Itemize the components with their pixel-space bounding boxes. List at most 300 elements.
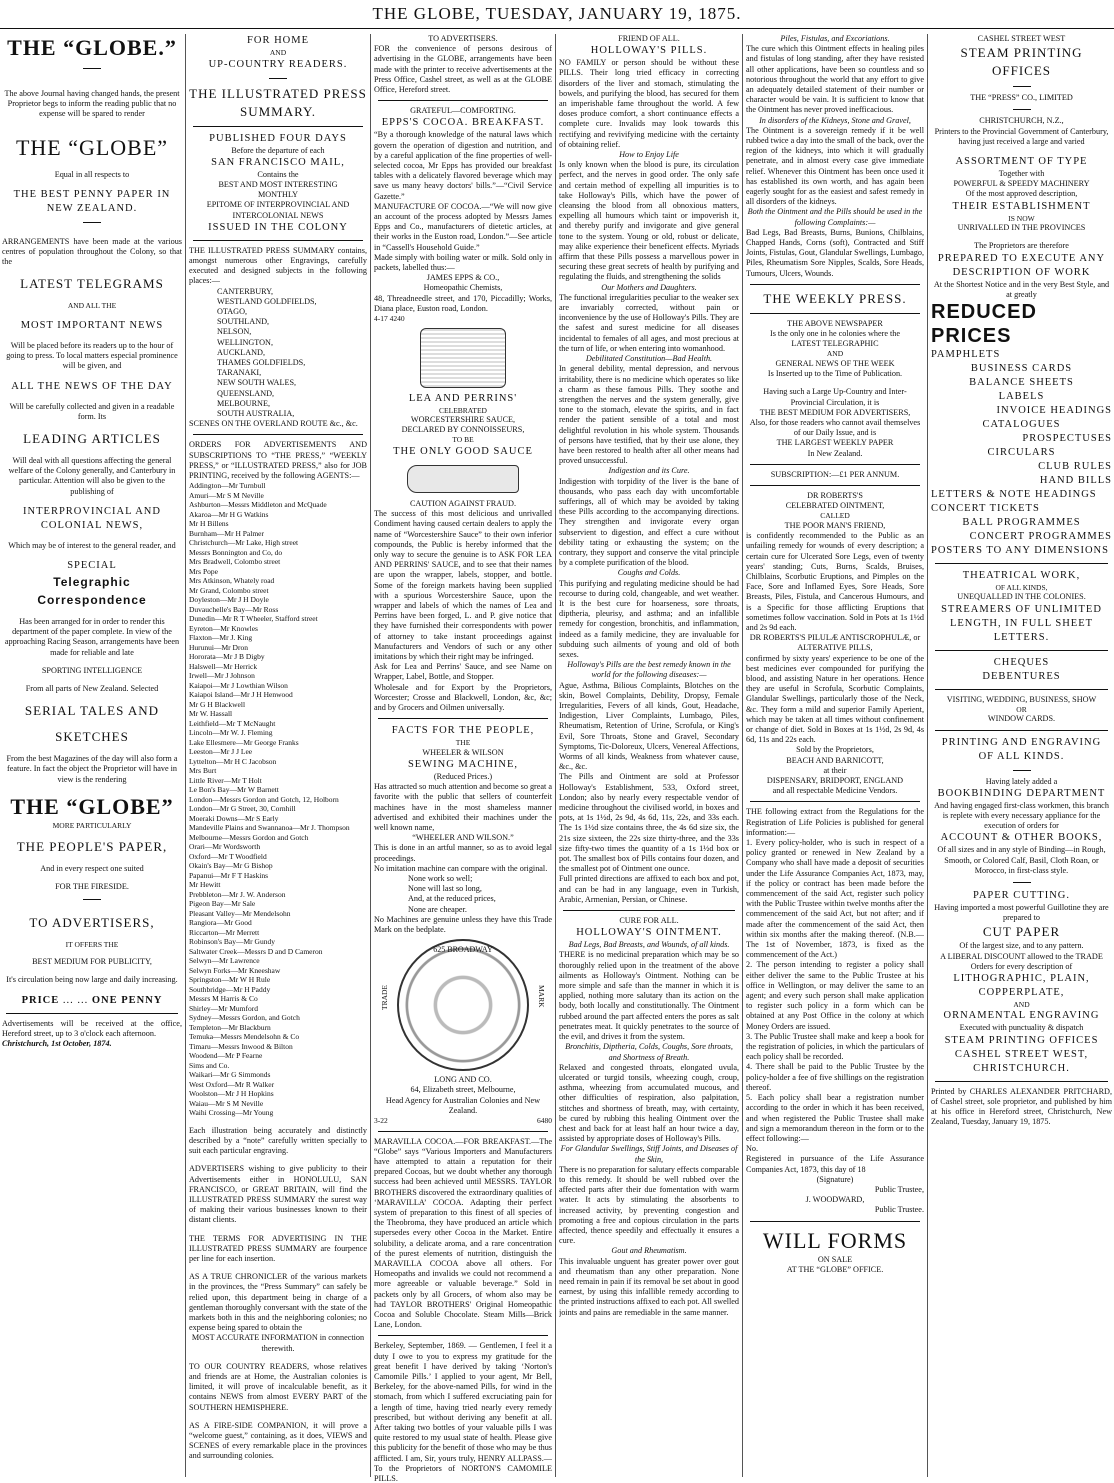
agent-item: Orari—Mr Wordsworth (189, 842, 261, 852)
agent-item: Waihi Crossing—Mr Young (189, 1108, 274, 1118)
agent-item: Mrs Burt (189, 766, 217, 776)
latest-telegraphic: LATEST TELEGRAPHIC (791, 339, 879, 349)
place-item: AUCKLAND, (217, 347, 265, 357)
gout: Gout and Rheumatism. (611, 1246, 687, 1256)
place-item: NEW SOUTH WALES, (217, 378, 297, 388)
agent-item: Amuri—Mr S M Neville (189, 490, 264, 500)
divider (1013, 86, 1031, 87)
agent-item: Waiau—Mr S M Neville (189, 1098, 264, 1108)
length: LENGTH, IN FULL SHEET (949, 617, 1094, 629)
service-item: CONCERT TICKETS (931, 502, 1040, 514)
both-heading: Both the Ointment and the Pills should be used in the following Complaints:— (747, 207, 923, 227)
agent-item: Mrs Atkinson, Whately road (189, 576, 275, 586)
agent-item: Rangiora—Mr Good (189, 918, 252, 928)
indigestion-body: Indigestion with torpidity of the liver is the bane of thousands, who pass each day with uncomfortable sufferings, all of which may be avoided by taking these Pills according to the accompanying directions. They strengthen and invigorate every organ subservient to digestion, and effect a cure without debility tating or exhausting the system; on the contrary, they support and conserve the vital principle by a complete purification of the blood. (559, 476, 739, 568)
only-good-sauce: THE ONLY GOOD SAUCE (393, 445, 533, 457)
divider (378, 718, 548, 719)
poor-man-body: is confidently recommended to the Public as an unfailing remedy for wounds of every description; a certain cure for Ulcerated Sore Legs, even of twenty years' standing; Cuts, Burns, Scalds, Bruises, Chilblains, Scorbutic Eruptions, and Pimples on the Face, Sore and Inflamed Eyes, Sore Heads, Sore Breasts, Piles, Fistula, and Cancerous Humours, and is a Specific for those afflicting Eruptions that sometimes follow vaccination. Sold in Pots at 1s 1½d and 2s 9d each. (746, 531, 924, 632)
collected-text: Will be carefully collected and given in a readable form. Its (9, 401, 175, 421)
woodward: J. WOODWARD, (805, 1195, 865, 1205)
agent-item: Templeton—Mr Blackburn (189, 1022, 271, 1032)
ad-code: 6480 (537, 1116, 552, 1126)
worcestershire: WORCESTERSHIRE SAUCE, (410, 415, 516, 425)
holloways-pills: HOLLOWAY'S PILLS. (590, 45, 708, 57)
agent-item: Akaroa—Mr H G Watkins (189, 509, 269, 519)
wheeler-wilson: WHEELER & WILSON (422, 747, 504, 757)
made-simply: Made simply with boiling water or milk. Sold only in packets, labelled thus:— (374, 252, 552, 273)
most-important: MOST IMPORTANT NEWS (20, 319, 164, 331)
from-all: From all parts of New Zealand. Selected (25, 683, 159, 693)
places-list (189, 287, 367, 420)
place-item: TARANAKI, (217, 368, 262, 378)
service-item: BUSINESS CARDS (970, 362, 1073, 374)
column-rule (185, 34, 186, 1477)
shortest-notice: At the Shortest Notice and in the very Best Style, and at greatly (933, 279, 1110, 299)
place-item: NELSON, (217, 327, 252, 337)
divider (935, 563, 1108, 564)
letters: LETTERS. (993, 631, 1050, 643)
ips-body: THE ILLUSTRATED PRESS SUMMARY contains, amongst numerous other Engravings, carefully executed and designed subjects in the following places:— (189, 245, 367, 286)
visiting: VISITING, WEDDING, BUSINESS, SHOW (946, 694, 1097, 704)
country-readers: TO OUR COUNTRY READERS, whose relatives and friends are at Home, the Australian colonies is limited, it will prove of incalculable benefit, as it contains NEWS from almost EVERY PART of the SOUTHERN HEMISPHERE. (189, 1361, 367, 1412)
reduced-prices: (Reduced Prices.) (433, 771, 493, 781)
description: DESCRIPTION OF WORK (952, 266, 1091, 278)
agent-item: Hurunui—Mr Dron (189, 642, 248, 652)
deal-text: Will deal with all questions affecting the general welfare of the Colony generally, and Canterbury in particular. Attention will also be given to the publishing of (8, 455, 176, 496)
to-advertisers-head: TO ADVERTISERS. (428, 34, 498, 43)
orders-for: Orders for every description of (970, 961, 1073, 971)
cut-paper: CUT PAPER (982, 924, 1061, 940)
cure-for-all: CURE FOR ALL. (619, 916, 679, 926)
up-country: UP-COUNTRY READERS. (208, 58, 348, 70)
agent-item: Irwell—Mr J Johnson (189, 671, 255, 681)
declared: DECLARED BY CONNOISSEURS, (401, 425, 525, 435)
globe-heading-2: THE “GLOBE” (10, 793, 174, 819)
engaged: And having engaged first-class workmen, this branch is replete with every necessary appliance for the execution of orders for (934, 800, 1109, 831)
glandular-body: There is no preparation for salutary effects comparable to this remedy. It should be well rubbed over the affected parts after their due fomentation with warm water. It acts by stimulating the absorbents to increased activity, by preventing congestion and promoting a free and copious circulation in the parts affected, thence speedily and effectually it ensures a cure. (559, 1164, 739, 1246)
assortment: ASSORTMENT OF TYPE (955, 156, 1088, 168)
friend-of-all: FRIEND OF ALL. (618, 34, 680, 43)
wholesale: Wholesale and for Export by the Proprietors, Worcester; Crosse and Blackwell, London, &c, &c; and by Grocers and Oilmen universally. (374, 682, 552, 713)
divider (1013, 882, 1031, 883)
place-item: OTAGO, (217, 306, 248, 316)
head-agency: Head Agency for Australian Colonies and New Zealand. (385, 1095, 541, 1115)
divider (378, 100, 548, 101)
long-co: LONG AND CO. (434, 1075, 492, 1085)
agent-item: Shirley—Mr Mumford (189, 1003, 258, 1013)
arrangements-text: ARRANGEMENTS have been made at the various centres of population throughout the Colony, so that the (2, 236, 182, 267)
ask-for: Ask for Lea and Perrins' Sauce, and see Name on Wrapper, Label, Bottle, and Stopper. (374, 662, 552, 682)
divider (935, 730, 1108, 731)
lithographic: LITHOGRAPHIC, PLAIN, (953, 972, 1090, 984)
printing-engraving: PRINTING AND ENGRAVING (941, 736, 1102, 748)
service-item: CLUB RULES (1038, 460, 1112, 472)
epitome: EPITOME OF INTERPROVINCIAL AND (206, 200, 350, 210)
bookbinding: BOOKBINDING DEPARTMENT (937, 787, 1106, 799)
regulation-1: 1. Every policy-holder, who is such in respect of a policy granted or renewed in New Zealand by a Company who shall have made a deposit of securities under the Life Assurance Companies Act, 1873, may, if the policy or contract has been made before the commencement of the said Act, register such policy with the Public Trustee within twelve months after the commencement of the said Act, but not after; and if made after the commencement of the said Act, then within six months after the making thereof. (N.B.—The 1st of November, 1873, is fixed as the commencement of the Act.) (746, 838, 924, 960)
diseases-list: Ague, Asthma, Bilious Complaints, Blotches on the skin, Bowel Complaints, Debility, Dropsy, Female Irregularities, Fevers of all kinds, Gout, Headache, Indigestion, Liver Complaints, Lumbago, Piles, Rheumatism, Retention of Urine, Scrofula, or King's Evil, Sore Throats, Stone and Gravel, Secondary Symptoms, Tic-Doloreux, Ulcers, Venereal Affections, Worms of all kinds, Weakness from whatever cause, &c., &c. (559, 680, 739, 772)
glandular: For Glandular Swellings, Stiff Joints, and Diseases of the Skin, (560, 1144, 738, 1164)
divider (378, 1335, 548, 1336)
all-news: ALL THE NEWS OF THE DAY (11, 380, 173, 392)
agent-item: Selwyn—Mr Lawrence (189, 956, 260, 966)
best-remedy: Holloway's Pills are the best remedy known in the world for the following diseases:— (567, 660, 731, 680)
no-imitation: No imitation machine can compare with the original. (374, 863, 548, 873)
mothers-daughters: Our Mothers and Daughters. (601, 282, 697, 292)
peoples-paper: THE PEOPLE'S PAPER, (16, 839, 168, 855)
window-cards: WINDOW CARDS. (987, 714, 1056, 724)
homeopathic: Homeopathic Chemists, (423, 283, 503, 293)
place-item: THAMES GOLDFIELDS, (217, 357, 306, 367)
agent-item: Springston—Mr W H Rule (189, 975, 271, 985)
unrivalled: UNRIVALLED IN THE PROVINCES (957, 223, 1086, 233)
christchurch: CHRISTCHURCH. (973, 1062, 1070, 1074)
convenience-text: FOR the convenience of persons desirous of advertising in the GLOBE, arrangements have been made with the printer to receive advertisements at the Press Office, Cashel street, as well as at the GLOBE Office, Hereford street. (374, 44, 552, 95)
agent-item: Papanui—Mr F T Haskins (189, 870, 269, 880)
ad-code: 3-22 (374, 1116, 388, 1126)
debilitated-body: In general debility, mental depression, and nervous irritability, there is no medicine which operates so like a charm as these famous Pills. They soothe and strengthen the nerves and the system generally, give tone to the stomach, elevate the spirits, and in fact render the patient sensible of a total and most delightful revolution in his whole system. Thousands of persons have testified, that by their use alone, they have been restored to health after all other means had proved unsuccessful. (559, 364, 739, 466)
agent-item: Kaiapoi Island—Mr J H Henwood (189, 690, 293, 700)
debilitated: Debilitated Constitution—Bad Health. (585, 354, 713, 364)
poem-list (374, 874, 552, 915)
column-rule (742, 34, 743, 1477)
maravilla-cocoa: MARAVILLA COCOA.—FOR BREAKFAST.—The “Globe” says “Various Importers and Manufacturers have attempted to attain a reputation for their prepared Cocoas, but we doubt whether any thorough success had been achieved until MESSRS. TAYLOR BROTHERS discovered the extraordinary qualities of ‘MARAVILLA’ COCOA. Adapting their perfect system of preparation to this finest of all species of the Theobroma, they have produced an article which supersedes every other Cocoa in the Market. Entire solubility, a delicate aroma, and a rare concentration of the purest elements of nutrition, distinguish the MARAVILLA COCOA above all others. For Homeopaths and invalids we could not recommend a more agreeable or valuable beverage.” Sold in packets only by all Grocers, of whom also may be had TAYLOR BROTHERS' Original Homeopathic Cocoa and Soluble Chocolate. Steam Mills—Brick Lane, London. (374, 1136, 552, 1330)
berkeley-letter: Berkeley, September, 1869. — Gentlemen, I feel it a duty I owe to you to express my gratitude for the great benefit I have derived by taking ‘Norton's Camomile Pills.’ I applied to your agent, Mr Bell, Berkeley, for the above-named Pills, for wind in the stomach, from which I suffered excruciating pain for a length of time, having tried nearly every remedy prescribed, but without deriving any benefit at all. After taking two bottles of your valuable pills I was quite restored to my usual state of health. Please give this publicity for the benefit of those who may be thus afflicted. I am, Sir, yours truly, HENRY ALLPASS.—To the Proprietors of NORTON'S CAMOMILE PILLS. (374, 1341, 552, 1483)
received-text: Advertisements will be received at the office, Hereford street, up to 3 o'clock each afternoon. (2, 1018, 182, 1038)
place-item: WESTLAND GOLDFIELDS, (217, 296, 317, 306)
agent-item: Lincoln—Mr W. J. Fleming (189, 728, 273, 738)
interprovincial: INTERPROVINCIAL AND COLONIAL NEWS, (23, 505, 161, 531)
magazines-text: From the best Magazines of the day will also form a feature. In fact the object the Proprietor will have in view is the rendering (6, 754, 178, 784)
piles-body: The cure which this Ointment effects in healing piles and fistulas of long standing, after they have resisted all other applications, have been so countless and so notorious throughout the world that any effort to give an adequately detailed statement of their number or character would be vain. It is sufficient to know that the Ointment has never proved inefficacious. (746, 44, 924, 115)
imprint: Printed by CHARLES ALEXANDER PRITCHARD, of Cashel street, sole proprietor, and published by him at his office in Hereford street, Christchurch, New Zealand, Tuesday, January 19, 1875. (931, 1086, 1112, 1127)
this-done: This is done in an artful manner, so as to avoid legal proceedings. (374, 843, 552, 863)
advertisers-wishing: ADVERTISERS wishing to give publicity to their Advertisements either in HONOLULU, SAN FRANCISCO, or GREAT BRITAIN, will find the ILLUSTRATED PRESS SUMMARY the surest way of making their various businesses known to their distant clients. (189, 1164, 367, 1225)
epps-address: 48, Threadneedle street, and 170, Piccadilly; Works, Diana place, Euston road, London. (374, 293, 552, 313)
agent-item: Sydney—Messrs Gordon, and Gotch (189, 1013, 300, 1023)
agent-item: Dunedin—Mr R T Wheeler, Stafford street (189, 614, 318, 624)
regulation-3: 3. The Public Trustee shall make and keep a book for the registration of policies, in which the particulars of each policy shall be recorded. (746, 1031, 924, 1062)
agent-item: Pleasant Valley—Mr Mendelsohn (189, 908, 291, 918)
proprietors: The Proprietors are therefore (974, 241, 1069, 251)
agent-item: Riccarton—Mr Merrett (189, 927, 260, 937)
agent-item: Messrs M Harris & Co (189, 994, 258, 1004)
largest-size: Of the largest size, and to any pattern. (959, 941, 1084, 951)
services-list (931, 348, 1112, 558)
divider (750, 1221, 920, 1222)
divider (750, 801, 920, 802)
wheeler-body: Has attracted so much attention and become so great a favorite with the public that sellers of counterfeit machines have in the most shameless manner advertised and exhibited their machines under the well known name, (374, 782, 552, 832)
place-item: CANTERBURY, (217, 286, 274, 296)
globe-title: THE “GLOBE.” (7, 35, 177, 60)
chronicler-text: AS A TRUE CHRONICLER of the various markets in the provinces, the “Press Summary” can safely be relied upon, this department being in charge of a gentleman thoroughly conversant with the state of the markets both in this and the neighboring colonies; no expense being spared to obtain the (189, 1272, 367, 1333)
on-sale: ON SALE (817, 1254, 853, 1264)
divider (1013, 109, 1031, 110)
divider (935, 650, 1108, 651)
pilulae: DR ROBERTS'S PILULÆ ANTISCROPHULÆ, or ALTERATIVE PILLS, (749, 633, 921, 653)
sf-mail: SAN FRANCISCO MAIL, (211, 156, 345, 168)
fireside-companion: AS A FIRE-SIDE COMPANION, it will prove a “welcome guest,” containing, as it does, VIEWS and SCENES of every remarkable place in the provinces and surrounding colonies. (189, 1420, 367, 1461)
executed: Executed with punctuality & dispatch (959, 1023, 1084, 1033)
reg-no: No. (746, 1144, 759, 1154)
epps-body: “By a thorough knowledge of the natural laws which govern the operation of digestion and nutrition, and by a careful application of the fine properties of well-selected cocoa, Mr Epps has provided our breakfast tables with a delicately flavored beverage which may save us many heavy doctors' bills.”—“Civil Service Gazette.” (374, 130, 552, 201)
holloways-ointment: HOLLOWAY'S OINTMENT. (576, 927, 722, 939)
agent-item: Mr H Billens (189, 519, 229, 529)
fireside: FOR THE FIRESIDE. (55, 882, 129, 892)
divider (378, 1131, 548, 1132)
prepared: PREPARED TO EXECUTE ANY (937, 252, 1106, 264)
divider (269, 78, 287, 79)
epps-cocoa: EPPS'S COCOA. BREAKFAST. (381, 117, 545, 129)
service-item: LETTERS & NOTE HEADINGS (931, 488, 1097, 500)
divider (193, 126, 363, 127)
binding-style: Of all sizes and in any style of Binding—in Rough, Smooth, or Colored Calf, Basil, Cloth Roan, or Morocco, in first-class style. (937, 845, 1106, 875)
indigestion: Indigestion and its Cure. (608, 466, 690, 476)
agent-item: Waikari—Mr G Simmonds (189, 1070, 271, 1080)
copperplate: COPPERPLATE, (978, 986, 1065, 998)
service-item: POSTERS TO ANY DIMENSIONS (931, 544, 1109, 556)
poem-line: None work so well; (408, 873, 473, 883)
every-respect: And in every respect one suited (40, 864, 144, 874)
monthly: MONTHLY (257, 190, 299, 200)
and-text: AND (826, 349, 844, 359)
pills-sold: The Pills and Ointment are sold at Professor Holloway's Establishment, 533, Oxford street, London; also by nearly every respectable vendor of medicine throughout the civilised world, in boxes and pots, at 1s 1½d, 2s 9d, 4s 6d, 11s, 22s, and 33s each. The 1s 1½d size contains three, the 4s 6d size six, the 21s size sixteen, the 22s size thirty-three, and the 33s size fifty-two times the quantity of a 1s 1½d box or pot. The smallest box of Pills contains four dozen, and the smallest pot of Ointment one ounce. (559, 772, 739, 874)
placed-text: Will be placed before its readers up to the hour of going to press. To local matters especial prominence will be given, and (6, 340, 178, 371)
column-6 (931, 34, 1112, 1483)
divider (83, 899, 101, 900)
agent-item: Mr Grand, Colombo street (189, 585, 269, 595)
service-item: CONCERT PROGRAMMES (969, 530, 1112, 542)
printers-text: Printers to the Provincial Government of Canterbury, having just received a large and varied (934, 126, 1109, 146)
to-advertisers: TO ADVERTISERS, (29, 914, 155, 930)
sketches: SKETCHES (55, 729, 129, 745)
public-trustee-2: Public Trustee. (874, 1205, 924, 1215)
agents-list (189, 481, 367, 1118)
column-rule (927, 34, 928, 1477)
paper-cutting: PAPER CUTTING. (972, 889, 1071, 901)
agent-item: Doyleston—Mr J H Doyle (189, 595, 269, 605)
agent-item: Mr Hewitt (189, 880, 221, 890)
caution-body: The success of this most delicious and unrivalled Condiment having caused certain dealers to apply the name of “Worcestershire Sauce” to their own inferior compounds, the Public is hereby informed that the only way to secure the genuine is to ASK FOR LEA AND PERRINS' SAUCE, and to see that their names are upon the wrapper, labels, stopper, and bottle. Some of the foreign markets having been supplied with a spurious Worcestershire Sauce, upon the wrapper and labels of which the names of Lea and Perrins have been forged, L. and P. give notice that they have furnished their correspondents with power of attorney to take instant proceedings against Manufacturers and Vendors of such or any other imitations by which their right may be infringed. (374, 509, 552, 662)
signature: (Signature) (816, 1174, 854, 1184)
special: SPECIAL (67, 559, 117, 571)
divider (563, 910, 735, 911)
scenes: SCENES ON THE OVERLAND ROUTE &c., &c. (189, 419, 358, 429)
or-text: OR (1016, 704, 1027, 714)
dispensary: DISPENSARY, BRIDPORT, ENGLAND (766, 776, 904, 785)
leading-articles: LEADING ARTICLES (23, 430, 161, 446)
coughs-body: This purifying and regulating medicine should be had recourse to during cold, changeable, and wet weather. It is the best cure for hoarseness, sore throats, diptheria, pleurisy, and asthma; and an infallible remedy for congestion, bronchitis, and inflammation, indeed as a family medicine, they are invaluable for subduing such ailments of young and old of both sexes. (559, 578, 739, 659)
agent-item: Christchurch—Mr Lake, High street (189, 538, 299, 548)
kidneys-body: The Ointment is a sovereign remedy if it be well rubbed twice a day into the small of the back, over the region of the kidneys, into which it will gradually penetrate, and in almost every case give immediate relief. Whenever this Ointment has been once used it has established its own worth, and has again been eagerly sought for as the easiest and safest remedy in all disorders of the kidneys. (746, 125, 924, 207)
agent-item: Leithfield—Mr T McNaught (189, 718, 276, 728)
agent-item: Melbourne—Messrs Gordon and Gotch (189, 832, 309, 842)
agent-item: Saltwater Creek—Messrs D and D Cameron (189, 946, 323, 956)
divider (83, 222, 101, 223)
column-3 (374, 34, 552, 1483)
column-rule (555, 34, 556, 1477)
latest-telegrams: LATEST TELEGRAMS (20, 276, 164, 292)
poem-line: None are cheaper. (408, 904, 467, 914)
best-medium: BEST MEDIUM FOR PUBLICITY, (32, 957, 152, 967)
public-trustee: Public Trustee, (874, 1184, 924, 1194)
agent-item: Robinson's Bay—Mr Gundy (189, 937, 275, 947)
service-item: CIRCULARS (987, 446, 1056, 458)
facts-people: FACTS FOR THE PEOPLE, (391, 725, 535, 737)
service-item: PROSPECTUSES (1022, 432, 1112, 444)
regulations-intro: THE following extract from the Regulations for the Registration of Life Policies is published for general information:— (746, 807, 924, 837)
intercolonial: INTERCOLONIAL NEWS (232, 210, 324, 220)
mothers-body: The functional irregularities peculiar to the weaker sex are invariably corrected, without pain or inconvenience by the use of Holloway's Pills. They are the safest and surest medicine for all diseases incidental to females of all ages, and most precious at the turn of life, or when entering into womanhood. (559, 292, 739, 353)
lea-perrins: LEA AND PERRINS' (408, 392, 518, 404)
trade-mark-seal (397, 939, 529, 1071)
agent-item: Temuka—Messrs Mendelsohn & Co (189, 1032, 300, 1042)
issued: ISSUED IN THE COLONY (208, 221, 348, 233)
beach-barnicott: BEACH AND BARNICOTT, (786, 755, 884, 765)
telegraphic-correspondence: Telegraphic Correspondence (37, 574, 147, 607)
place-item: SOUTH AUSTRALIA, (217, 408, 295, 418)
will-forms: WILL FORMS (762, 1227, 908, 1253)
ornamental: ORNAMENTAL ENGRAVING (943, 1010, 1100, 1022)
agent-item: Lake Ellesmere—Mr George Franks (189, 737, 299, 747)
no-machines: No Machines are genuine unless they have this Trade Mark on the bedplate. (374, 914, 552, 934)
agent-item: Mr G H Blackwell (189, 699, 246, 709)
steam-offices: STEAM PRINTING OFFICES (944, 1034, 1099, 1046)
dateline: Christchurch, 1st October, 1874. (2, 1039, 112, 1048)
agent-item: Mrs Pope (189, 566, 218, 576)
inserted: Is Inserted up to the Time of Publication. (767, 369, 903, 379)
agent-item: Le Bon's Bay—Mr W Barnett (189, 785, 279, 795)
caution: CAUTION AGAINST FRAUD. (409, 498, 517, 508)
best-medium-adv: THE BEST MEDIUM FOR ADVERTISERS, (759, 407, 911, 417)
agent-item: Burnham—Mr H Palmer (189, 528, 264, 538)
sporting: SPORTING INTELLIGENCE (41, 665, 143, 675)
celebrated: CELEBRATED (439, 405, 487, 415)
bad-legs: Bad Legs, Bad Breasts, and Wounds, of all kinds. (568, 940, 730, 950)
agent-item: Southbridge—Mr H Paddy (189, 984, 271, 994)
bronchitis-body: Relaxed and congested throats, elongated uvula, ulcerated or turgid tonsils, wheezing cough, croup, asthma, wheezing from accumulated mucous, and other difficulties of respiration, also palpitation, stitches and shortness of breath, may, with certainty, be cured by rubbing this healing Ointment over the chest and back for at least half an hour twice a day, assisted by appropriate doses of Holloway's Pills. (559, 1062, 739, 1144)
divider (750, 464, 920, 465)
terms-text: THE TERMS FOR ADVERTISING IN THE ILLUSTRATED PRESS SUMMARY are fourpence per line for each insertion. (189, 1233, 367, 1263)
agent-item: Duvauchelle's Bay—Mr Ross (189, 604, 279, 614)
approved: Of the most approved description, (965, 189, 1078, 199)
column-2 (189, 34, 367, 1483)
service-item: BALANCE SHEETS (969, 376, 1074, 388)
globe-heading: THE “GLOBE” (15, 134, 169, 160)
agent-item: Mr W. Hassall (189, 709, 233, 719)
divider (1013, 770, 1031, 771)
agent-item: Addington—Mr Turnbull (189, 481, 266, 491)
place-item: QUEENSLAND, (217, 388, 275, 398)
service-item: INVOICE HEADINGS (996, 404, 1112, 416)
agent-item: Sims and Co. (189, 1060, 230, 1070)
how-to-enjoy: How to Enjoy Life (619, 150, 679, 160)
price-line (2, 994, 182, 1008)
coughs-colds: Coughs and Colds. (617, 568, 681, 578)
agent-item: Mandeville Plains and Swannanoa—Mr J. Thompson (189, 823, 350, 833)
for-home: FOR HOME (247, 35, 309, 46)
place-item: MELBOURNE, (217, 398, 270, 408)
and-all: AND ALL THE (67, 301, 117, 311)
arranged-text: Has been arranged for in order to render this department of the paper complete. In view of the approaching Racing Season, arrangements have been made for reliable and late (4, 616, 180, 657)
sauce-bottle-icon (407, 465, 519, 493)
agent-item: Mrs Bradwell, Colombo street (189, 557, 281, 567)
gout-body: This invaluable unguent has greater power over gout and rheumatism than any other preparation. None need remain in pain if its removal be set about in good earnest, by using this infallible remedy according to the printed instructions affixed to each pot. All swelled joints and pains are remediable in the same manner. (559, 1256, 739, 1317)
agent-item: West Oxford—Mr R Walker (189, 1079, 275, 1089)
ww-name: “WHEELER AND WILSON.” (412, 833, 514, 843)
trade-label: TRADE (380, 985, 389, 1011)
grateful: GRATEFUL—COMFORTING. (410, 106, 516, 116)
and-text: AND (1013, 999, 1030, 1009)
it-offers: IT OFFERS THE (65, 939, 119, 949)
christchurch-nz: CHRISTCHURCH, N.Z., (979, 116, 1064, 126)
best-and-most: BEST AND MOST INTERESTING (218, 179, 338, 189)
interest-text: Which may be of interest to the general reader, and (8, 540, 176, 550)
regulation-5: 5. Each policy shall bear a registration number according to the order in which it has been received, and when registered the Public Trustee shall make and sign a memorandum thereon in the form or to the effect following:— (746, 1093, 924, 1143)
illustrated-press-summary: THE ILLUSTRATED PRESS SUMMARY. (189, 85, 367, 119)
column-1 (2, 34, 182, 1483)
column-rule (370, 34, 371, 1477)
establishment: THEIR ESTABLISHMENT (952, 200, 1091, 212)
agent-item: London—Messrs Gordon and Gotch, 12, Holborn (189, 794, 339, 804)
in-nz: In New Zealand. (807, 448, 863, 458)
streamers: STREAMERS OF UNLIMITED (941, 603, 1102, 615)
before-departure: Before the departure of each (231, 145, 325, 155)
service-item: HAND BILLS (1039, 474, 1112, 486)
agent-item: Halswell—Mr Herrick (189, 661, 258, 671)
regulation-2: 2. The person intending to register a policy shall either deliver the same to the Public Trustee at his office in Wellington, or may deliver the same to an agent; and every such person shall make application to register such policy in a form which can be obtained at any Post Office in the colony at which Money Orders are issued. (746, 960, 924, 1031)
contains-the: Contains the (257, 169, 299, 179)
called: CALLED (820, 511, 850, 521)
reg-pursuant: Registered in pursuance of the Life Assurance Companies Act, 1873, this day of 18 (746, 1154, 924, 1174)
celebrated-ointment: CELEBRATED OINTMENT, (785, 501, 885, 511)
accurate-info: MOST ACCURATE INFORMATION in connection therewith. (191, 1333, 365, 1353)
column-4 (559, 34, 739, 1483)
is-now: IS NOW (1008, 213, 1035, 223)
having-such: Having such a Large Up-Country and Inter- (763, 387, 907, 397)
orders-text: ORDERS FOR ADVERTISEMENTS AND SUBSCRIPTIONS TO “THE PRESS,” “WEEKLY PRESS,” or “ILLUSTRATED PRESS,” also for JOB PRINTING, received by the following AGENTS:— (189, 440, 367, 480)
largest-weekly: THE LARGEST WEEKLY PAPER (776, 438, 894, 448)
at-their: at their (823, 765, 847, 775)
only-one: Is the only one in he colonies where the (769, 329, 901, 339)
regulation-4: 4. There shall be paid to the Public Trustee by the policy-holder a fee of five shillings on the registration thereof. (746, 1062, 924, 1092)
unequalled: UNEQUALLED IN THE COLONIES. (957, 592, 1086, 602)
agent-item: Little River—Mr T Holt (189, 775, 262, 785)
illustration-note: Each illustration being accurately and distinctly described by a “note” carefully written specially to suit each particular engraving. (189, 1125, 367, 1156)
agent-item: Eyreton—Mr Knowles (189, 623, 258, 633)
sewing-machine: SEWING MACHINE, (407, 758, 519, 770)
agent-item: Okain's Bay—Mr G Bishop (189, 861, 273, 871)
complaints-list: Bad Legs, Bad Breasts, Burns, Bunions, Chilblains, Chapped Hands, Corns (soft), Contracted and Stiff Joints, Fistulas, Gout, Glandular Swellings, Lumbago, Piles, Rheumatism Sore Nipples, Scalds, Sore Heads, Tumours, Ulcers, Wounds. (746, 227, 924, 278)
no-medicine: THERE is no medicinal preparation which may be so thoroughly relied upon in the treatment of the above ailments as Holloway's Ointment. Nothing can be more simple and safe than the manner in which it is applied, nothing more salutary than its action on the body, both locally and constitutionally. The Ointment rubbed around the part affected enters the pores as salt penetrates meat. It quickly penetrates to the source of the evil, and drives it from the system. (559, 950, 739, 1042)
poor-mans-friend: THE POOR MAN'S FRIEND, (784, 520, 886, 530)
agent-item: Messrs Bonnington and Co, do (189, 547, 283, 557)
ad-codes (374, 1116, 552, 1126)
agent-item: Prebbleton—Mr J. W. Anderson (189, 889, 286, 899)
divider (750, 284, 920, 285)
james-epps: JAMES EPPS & CO., (426, 273, 500, 283)
best-penny: THE BEST PENNY PAPER IN NEW ZEALAND. (13, 188, 171, 214)
press-co: THE “PRESS” CO., LIMITED (970, 93, 1073, 103)
lately-added: Having lately added a (985, 776, 1058, 786)
and-text: AND (269, 48, 287, 57)
price-label: PRICE (21, 994, 60, 1006)
service-item: LABELS (998, 390, 1045, 402)
divider (935, 689, 1108, 690)
ad-code: 4-17 4240 (374, 314, 405, 324)
price-value: ONE PENNY (91, 994, 163, 1006)
manufacture-text: MANUFACTURE OF COCOA.—“We will now give an account of the process adopted by Messrs James Epps and Co., manufacturers of dietetic articles, at their works in the Euston road, London.”—See article in “Cassell's Household Guide.” (374, 201, 552, 252)
